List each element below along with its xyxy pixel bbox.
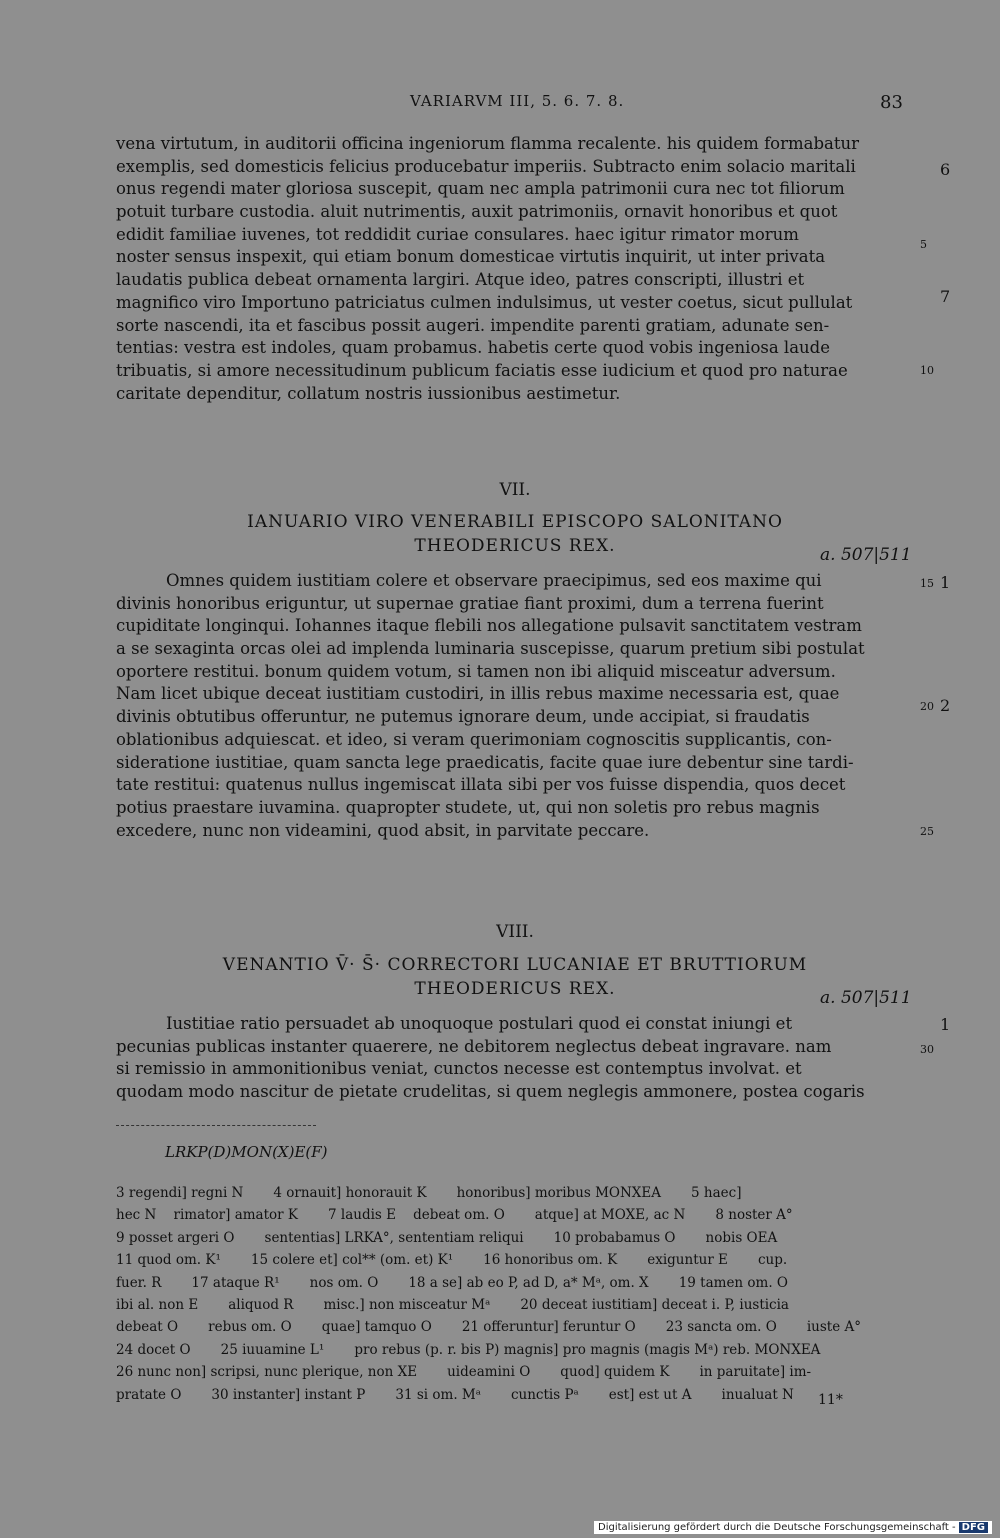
text-line: oportere restitui. bonum quidem votum, si tamen non ibi aliquid misceatur adversum. xyxy=(116,661,836,681)
text-line: cupiditate longinqui. Iohannes itaque flebili nos allegatione pulsavit sanctitatem vestram xyxy=(116,616,862,636)
section-viii-text xyxy=(116,1013,916,1104)
footer-text: Digitalisierung gefördert durch die Deutsche Forschungsgemeinschaft - xyxy=(598,1522,956,1533)
text-line: magnifico viro Importuno patriciatus culmen indulsimus, ut vester coetus, sicut pullulat xyxy=(116,292,853,312)
section-title: VENANTIO V̄· S̄· CORRECTORI LUCANIAE ET BRUTTIORUM xyxy=(222,955,808,975)
running-head: VARIARVM III, 5. 6. 7. 8. xyxy=(410,92,625,110)
apparatus-line: 9 posset argeri O sententias] LRKA°, sententiam reliqui 10 probabamus O nobis OEA xyxy=(116,1229,778,1246)
apparatus-line: pratate O 30 instanter] instant P 31 si om. Mᵃ cunctis Pᵃ est] est ut A inualuat N xyxy=(116,1386,794,1403)
text-line: tentias: vestra est indoles, quam probamus. habetis certe quod vobis ingeniosa laude xyxy=(116,338,830,358)
text-line: excedere, nunc non videamini, quod absit, in parvitate peccare. xyxy=(116,820,650,840)
text-line: divinis obtutibus offeruntur, ne putemus ignorare deum, unde accipiat, si fraudatis xyxy=(116,707,810,727)
section-title: THEODERICUS REX. xyxy=(414,536,616,556)
section-marker: 1 xyxy=(940,573,951,592)
section-marker: 7 xyxy=(940,287,951,306)
text-line: Omnes quidem iustitiam colere et observare praecipimus, sed eos maxime qui xyxy=(166,571,822,590)
section-marker: 1 xyxy=(940,1015,951,1034)
text-line: divinis honoribus eriguntur, ut supernae gratiae fiant proximi, dum a terrena fuerint xyxy=(116,593,824,613)
text-line: laudatis publica debeat ornamenta largiri. Atque ideo, patres conscripti, illustri et xyxy=(116,270,805,290)
text-line: Nam licet ubique deceat iustitiam custodiri, in illis rebus maxime necessaria est, quae xyxy=(116,684,840,704)
text-line: pecunias publicas instanter quaerere, ne debitorem neglectus debeat ingravare. nam xyxy=(116,1036,832,1056)
text-line: tribuatis, si amore necessitudinum publicum faciatis esse iudicium et quod pro naturae xyxy=(116,360,848,380)
line-number: 5 xyxy=(920,238,927,251)
footnote-divider xyxy=(116,1125,316,1126)
text-line: edidit familiae iuvenes, tot reddidit curiae consulares. haec igitur rimator morum xyxy=(116,224,799,244)
apparatus-line: 24 docet O 25 iuuamine L¹ pro rebus (p. r. bis P) magnis] pro magnis (magis Mᵃ) reb. MONXEA xyxy=(116,1341,821,1358)
line-number: 20 xyxy=(920,700,934,713)
section-vii-text xyxy=(116,570,916,842)
text-line: exemplis, sed domesticis felicius producebatur imperiis. Subtracto enim solacio maritali xyxy=(116,156,856,176)
apparatus-line: hec N rimator] amator K 7 laudis E debeat om. O atque] at MOXE, ac N 8 noster A° xyxy=(116,1207,793,1224)
date: a. 507|511 xyxy=(820,545,912,565)
line-number: 30 xyxy=(920,1043,934,1056)
text-line: a se sexaginta orcas olei ad implenda luminaria suscepisse, quarum pretium sibi postulat xyxy=(116,639,865,659)
section-title: IANUARIO VIRO VENERABILI EPISCOPO SALONITANO xyxy=(247,512,783,532)
text-line: sideratione iustitiae, quam sancta lege praedicatis, facite quae iure debentur sine tardi- xyxy=(116,752,854,772)
text-line: vena virtutum, in auditorii officina ingeniorum flamma recalente. his quidem formabatur xyxy=(116,134,860,153)
line-number: 10 xyxy=(920,364,934,377)
apparatus-line: 26 nunc non] scripsi, nunc plerique, non XE uideamini O quod] quidem K in paruitate] im- xyxy=(116,1364,812,1381)
dfg-logo: DFG xyxy=(959,1522,988,1533)
apparatus-line: fuer. R 17 ataque R¹ nos om. O 18 a se] ab eo P, ad D, a* Mᵃ, om. X 19 tamen om. O xyxy=(116,1274,788,1291)
text-line: noster sensus inspexit, qui etiam bonum domesticae virtutis inquirit, ut inter privata xyxy=(116,247,826,267)
line-number: 25 xyxy=(920,825,934,838)
page-number: 83 xyxy=(880,92,903,113)
text-line: Iustitiae ratio persuadet ab unoquoque postulari quod ei constat iniungi et xyxy=(166,1014,793,1033)
section-number: VIII. xyxy=(496,922,534,942)
section-title: THEODERICUS REX. xyxy=(414,979,616,999)
apparatus-line: debeat O rebus om. O quae] tamquo O 21 offeruntur] feruntur O 23 sancta om. O iuste A° xyxy=(116,1319,861,1336)
text-line: tate restitui: quatenus nullus ingemiscat illata sibi per vos fuisse dispendia, quos decet xyxy=(116,775,846,795)
text-line: quodam modo nascitur de pietate crudelitas, si quem neglegis ammonere, postea cogaris xyxy=(116,1082,865,1102)
text-line: oblationibus adquiescat. et ideo, si veram querimoniam cognoscitis supplicantis, con- xyxy=(116,729,832,749)
funding-footer xyxy=(594,1521,992,1534)
text-line: sorte nascendi, ita et fascibus possit augeri. impendite parenti gratiam, adunate sen- xyxy=(116,315,830,335)
section-marker: 6 xyxy=(940,160,951,179)
section-vi-text xyxy=(116,133,916,405)
line-number: 15 xyxy=(920,577,934,590)
apparatus-line: ibi al. non E aliquod R misc.] non misceatur Mᵃ 20 deceat iustitiam] deceat i. P, iusticia xyxy=(116,1296,789,1313)
section-marker: 2 xyxy=(940,696,951,715)
apparatus-line: 11 quod om. K¹ 15 colere et] col** (om. et) K¹ 16 honoribus om. K exiguntur E cup. xyxy=(116,1252,788,1269)
critical-apparatus xyxy=(116,1182,916,1406)
date: a. 507|511 xyxy=(820,988,912,1008)
section-number: VII. xyxy=(499,480,531,500)
apparatus-sigla: LRKP(D)MON(X)E(F) xyxy=(165,1143,328,1161)
text-line: si remissio in ammonitionibus veniat, cunctos necesse est contemptus involvat. et xyxy=(116,1059,802,1079)
text-line: onus regendi mater gloriosa suscepit, quam nec ampla patrimonii cura nec tot filiorum xyxy=(116,179,845,199)
text-line: potius praestare iuvamina. quapropter studete, ut, qui non soletis pro rebus magnis xyxy=(116,797,820,817)
apparatus-line: 3 regendi] regni N 4 ornauit] honorauit K honoribus] moribus MONXEA 5 haec] xyxy=(116,1185,742,1201)
text-line: caritate dependitur, collatum nostris iussionibus aestimetur. xyxy=(116,383,621,403)
signature-mark: 11* xyxy=(818,1392,843,1408)
text-line: potuit turbare custodia. aluit nutrimentis, auxit patrimoniis, ornavit honoribus et quot xyxy=(116,202,838,222)
